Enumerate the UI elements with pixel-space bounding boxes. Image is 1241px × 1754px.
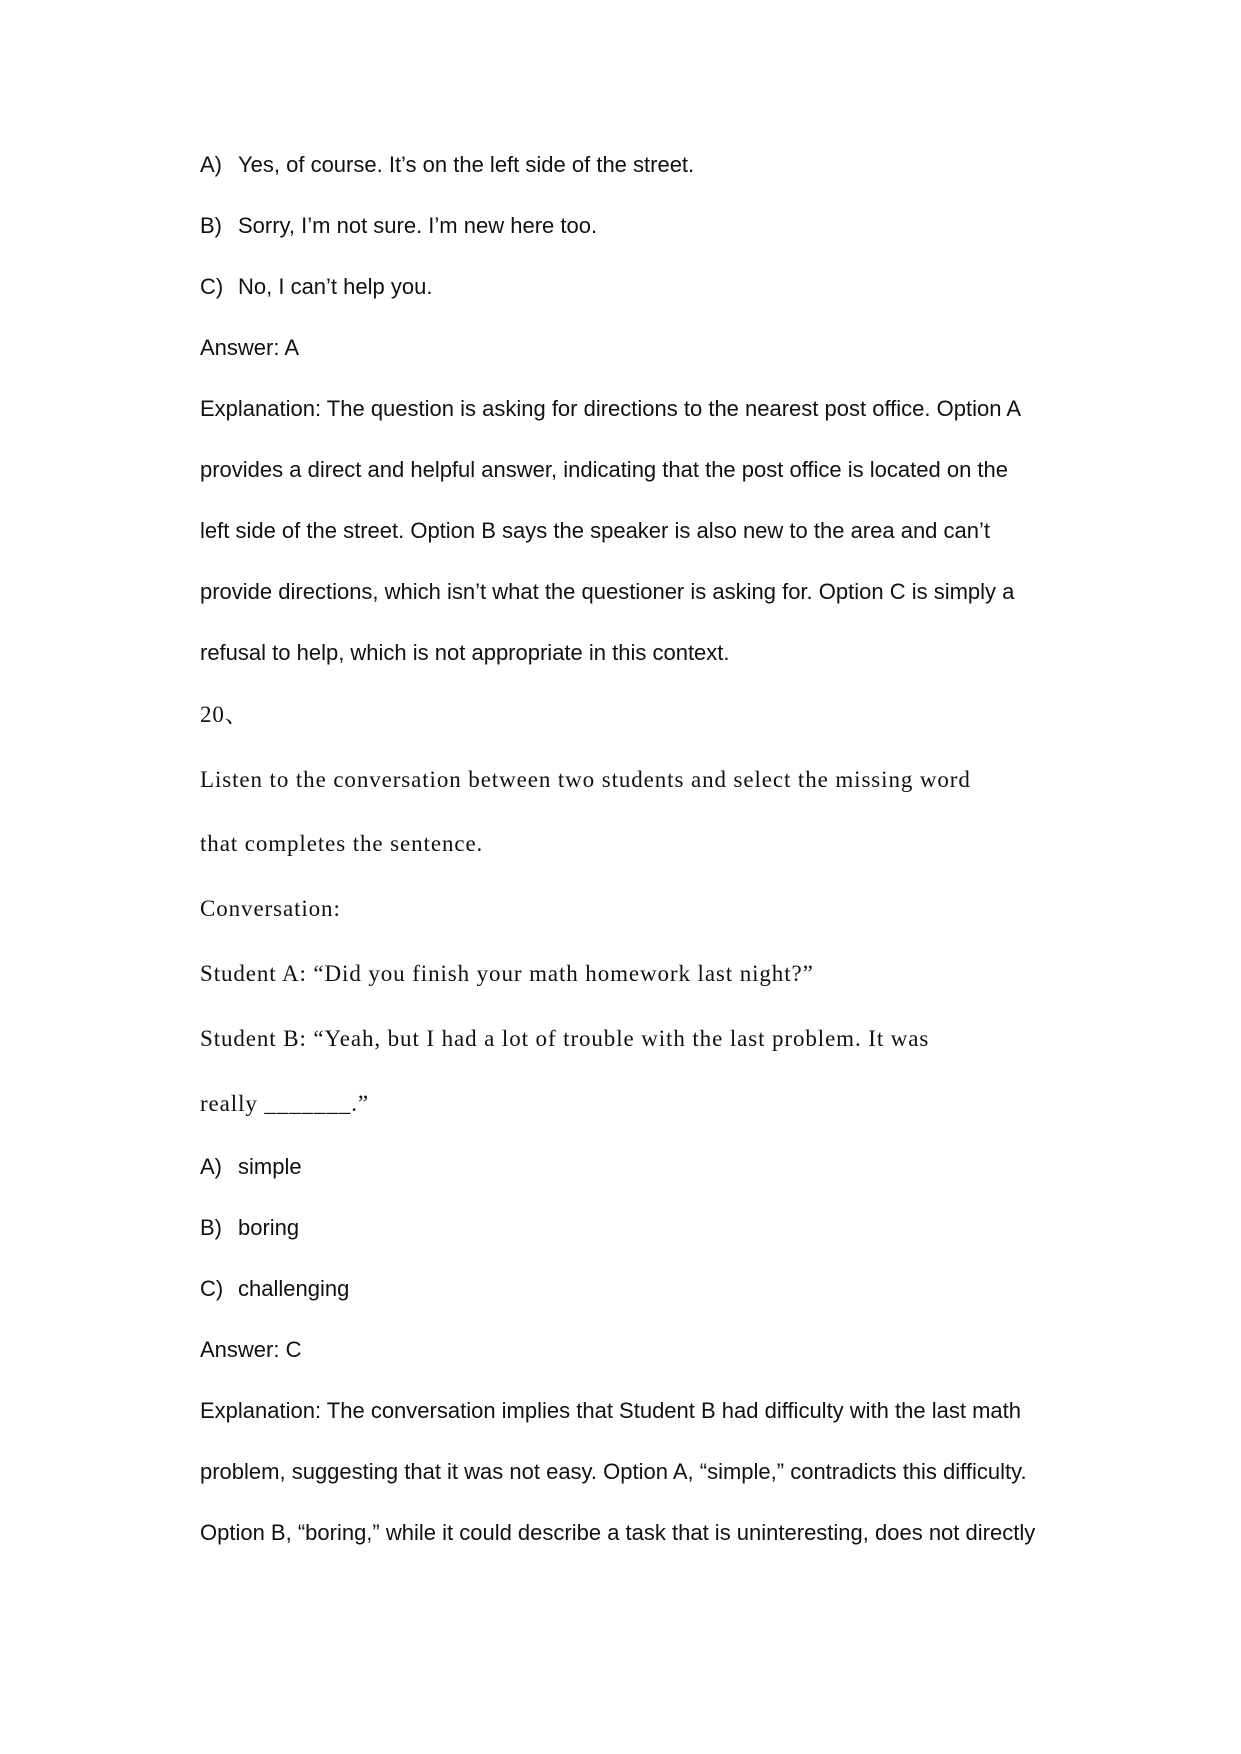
- q20-option-b: [200, 1214, 299, 1242]
- option-text: boring: [238, 1215, 300, 1240]
- q19-option-b: [200, 212, 597, 240]
- q19-explanation-line: refusal to help, which is not appropriate in this context.: [200, 640, 730, 665]
- q19-explanation-line: provide directions, which isn’t what the questioner is asking for. Option C is simply a: [200, 579, 1015, 604]
- q20-explanation-line: Option B, “boring,” while it could describe a task that is uninteresting, does not directly: [200, 1520, 1036, 1545]
- q20-option-a: [200, 1153, 302, 1181]
- option-letter: B): [200, 213, 222, 238]
- q20-prompt-line: Listen to the conversation between two students and select the missing word: [200, 767, 971, 792]
- q20-explanation-line: Explanation: The conversation implies that Student B had difficulty with the last math: [200, 1398, 1021, 1423]
- q19-answer: Answer: A: [200, 335, 300, 360]
- q20-conversation-line: Student A: “Did you finish your math homework last night?”: [200, 961, 814, 986]
- option-letter: B): [200, 1215, 222, 1240]
- q19-explanation-line: provides a direct and helpful answer, indicating that the post office is located on the: [200, 457, 1008, 482]
- q20-conversation-label: Conversation:: [200, 896, 341, 921]
- q19-option-a: [200, 151, 694, 179]
- option-letter: A): [200, 1154, 222, 1179]
- option-text: Yes, of course. It’s on the left side of the street.: [238, 152, 695, 177]
- option-text: Sorry, I’m not sure. I’m new here too.: [238, 213, 598, 238]
- q20-option-c: [200, 1275, 349, 1303]
- option-letter: C): [200, 274, 224, 299]
- q20-conversation-line: Student B: “Yeah, but I had a lot of trouble with the last problem. It was: [200, 1026, 930, 1051]
- q20-answer: Answer: C: [200, 1337, 302, 1362]
- q20-number: 20、: [200, 702, 249, 727]
- q20-prompt-line: that completes the sentence.: [200, 831, 484, 856]
- q19-explanation-line: Explanation: The question is asking for directions to the nearest post office. Option A: [200, 396, 1022, 421]
- option-text: No, I can’t help you.: [238, 274, 433, 299]
- option-letter: A): [200, 152, 222, 177]
- q20-explanation-line: problem, suggesting that it was not easy. Option A, “simple,” contradicts this difficulty.: [200, 1459, 1027, 1484]
- q19-option-c: [200, 273, 432, 301]
- option-letter: C): [200, 1276, 224, 1301]
- q19-explanation-line: left side of the street. Option B says the speaker is also new to the area and can’t: [200, 518, 991, 543]
- option-text: simple: [238, 1154, 302, 1179]
- q20-conversation-line: really _______.”: [200, 1091, 369, 1116]
- option-text: challenging: [238, 1276, 350, 1301]
